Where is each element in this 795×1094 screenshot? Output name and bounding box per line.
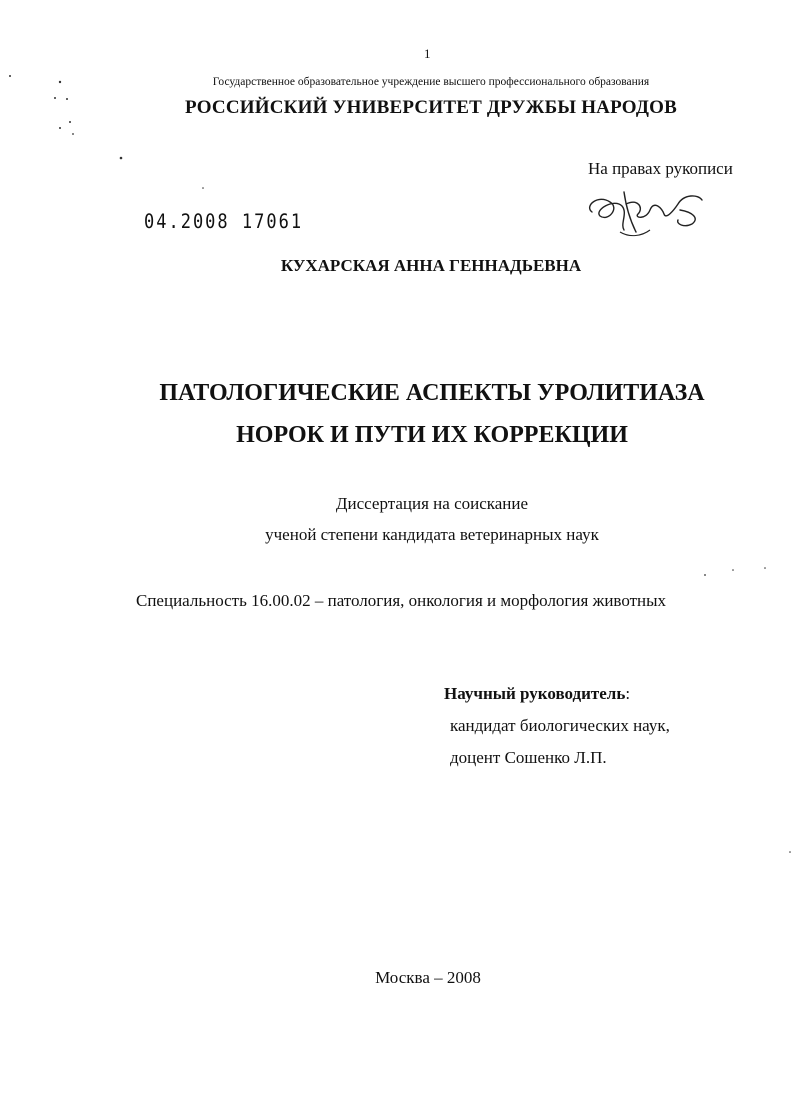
author-name: КУХАРСКАЯ АННА ГЕННАДЬЕВНА: [280, 256, 582, 275]
dissertation-title-line-2: НОРОК И ПУТИ ИХ КОРРЕКЦИИ: [236, 422, 628, 448]
advisor-label-text: Научный руководитель: [444, 684, 626, 703]
institution-line: Государственное образовательное учреждение высшего профессионального образования: [212, 76, 650, 88]
dissertation-type-line-2: ученой степени кандидата ветеринарных наук: [265, 525, 599, 544]
advisor-name: доцент Сошенко Л.П.: [450, 748, 607, 767]
page-number: 1: [424, 46, 431, 61]
city-year: Москва – 2008: [375, 968, 481, 987]
dissertation-title-line-1: ПАТОЛОГИЧЕСКИЕ АСПЕКТЫ УРОЛИТИАЗА: [159, 380, 705, 406]
dissertation-type-line-1: Диссертация на соискание: [335, 494, 529, 513]
university-name: РОССИЙСКИЙ УНИВЕРСИТЕТ ДРУЖБЫ НАРОДОВ: [185, 97, 677, 118]
registration-stamp: 04.2008 17061: [144, 210, 304, 234]
advisor-degree: кандидат биологических наук,: [450, 716, 670, 735]
manuscript-rights-note: На правах рукописи: [588, 159, 733, 178]
advisor-label-colon: :: [625, 684, 631, 703]
specialty-line: Специальность 16.00.02 – патология, онкология и морфология животных: [136, 591, 667, 610]
